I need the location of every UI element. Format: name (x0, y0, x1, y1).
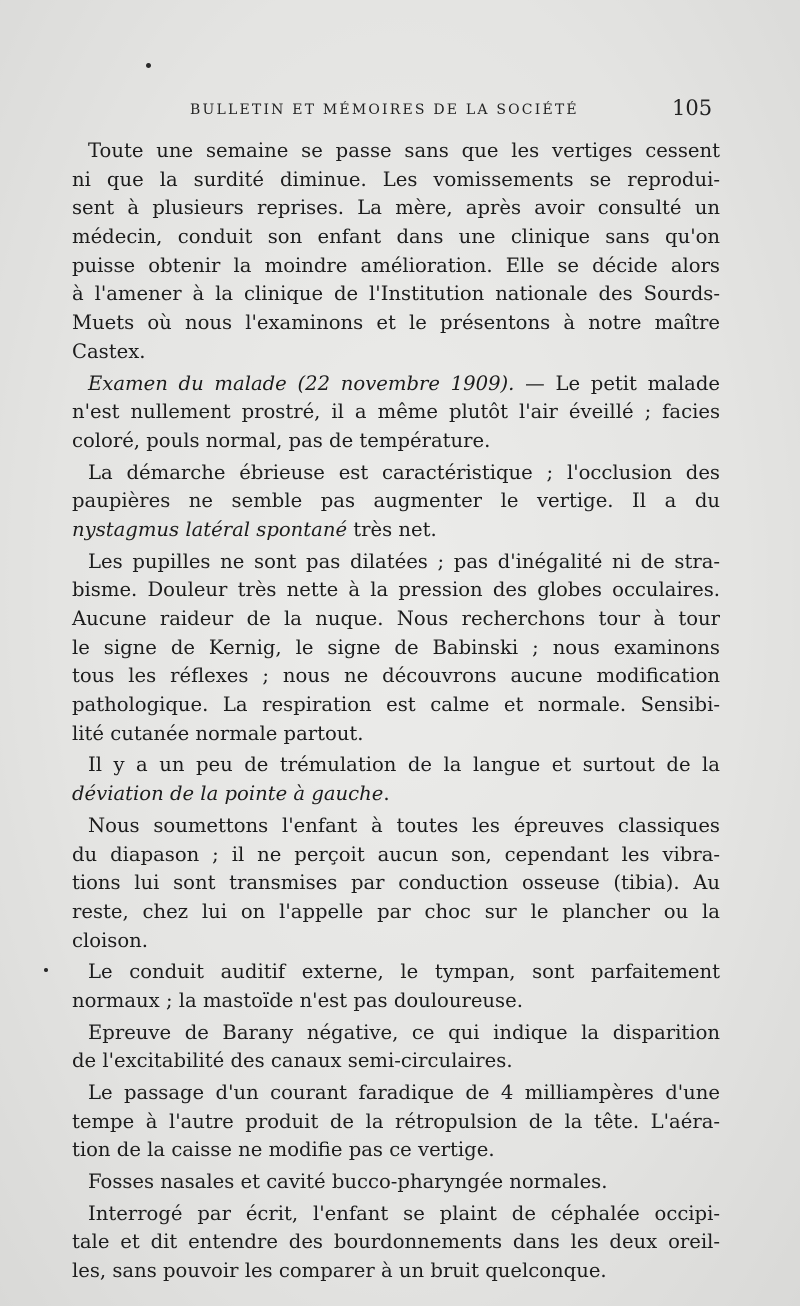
text-line: Fosses nasales et cavité bucco-pharyngée normales. (88, 1170, 608, 1194)
text-line: Aucune raideur de la nuque. Nous recherchons tour à tour (72, 607, 720, 630)
text-line: La démarche ébrieuse est caractéristique ; l'occlusion des (88, 460, 720, 484)
tail-rest: très net. (347, 517, 437, 541)
text-line: du diapason ; il ne perçoit aucun son, cependant les vibra- (72, 842, 720, 866)
ink-speck-margin (44, 968, 48, 972)
text-line: Muets où nous l'examinons et le présentons à notre maître (72, 311, 720, 335)
text-line: ni que la surdité diminue. Les vomissements se reprodui- (72, 167, 720, 191)
text-line: coloré, pouls normal, pas de température. (72, 428, 491, 452)
text-line: Nous soumettons l'enfant à toutes les épreuves classiques (88, 813, 720, 837)
lead-rest: — Le petit malade (514, 371, 720, 395)
paragraph (72, 958, 720, 1015)
text-line: tion de la caisse ne modifie pas ce vertige. (72, 1138, 495, 1162)
text-line: Epreuve de Barany négative, ce qui indique la disparition (88, 1020, 720, 1044)
running-title: BULLETIN ET MÉMOIRES DE LA SOCIÉTÉ (190, 102, 579, 118)
page-header (0, 96, 800, 122)
italic-term: déviation de la pointe à gauche (72, 782, 384, 806)
body-text (72, 137, 720, 1289)
text-line (72, 516, 720, 545)
text-line: tions lui sont transmises par conduction osseuse (tibia). Au (72, 871, 720, 895)
text-line: cloison. (72, 928, 149, 952)
italic-term: nystagmus latéral spontané (72, 517, 348, 541)
paragraph (72, 1168, 720, 1197)
text-line: tous les réflexes ; nous ne découvrons aucune modification (72, 664, 720, 688)
paragraph (72, 370, 720, 456)
text-line: reste, chez lui on l'appelle par choc sur le plancher ou la (72, 899, 720, 923)
text-line: Toute une semaine se passe sans que les vertiges cessent (88, 139, 720, 162)
text-line: Le passage d'un courant faradique de 4 milliampères d'une (88, 1081, 720, 1104)
text-line: lité cutanée normale partout. (72, 721, 364, 745)
paragraph (72, 137, 720, 367)
paragraph (72, 459, 720, 545)
paragraph (72, 1079, 720, 1165)
ink-speck-top (146, 63, 151, 68)
text-line: sent à plusieurs reprises. La mère, après avoir consulté un (72, 196, 720, 220)
paragraph (72, 1019, 720, 1076)
page-number: 105 (672, 96, 713, 120)
text-line: bisme. Douleur très nette à la pression des globes occulaires. (72, 578, 720, 602)
text-line: Castex. (72, 339, 146, 363)
text-line: tempe à l'autre produit de la rétropulsion de la tête. L'aéra- (72, 1109, 720, 1133)
text-line: Interrogé par écrit, l'enfant se plaint de céphalée occipi- (88, 1201, 720, 1225)
tail-rest: . (383, 782, 390, 806)
paragraph (72, 812, 720, 955)
text-line: le signe de Kernig, le signe de Babinski ; nous examinons (72, 635, 720, 659)
text-line: Il y a un peu de trémulation de la langue et surtout de la (88, 753, 720, 777)
text-line (72, 780, 720, 809)
text-line: normaux ; la mastoïde n'est pas douloureuse. (72, 988, 523, 1012)
paragraph (72, 751, 720, 808)
text-line: tale et dit entendre des bourdonnements dans les deux oreil- (72, 1230, 720, 1254)
text-line: Le conduit auditif externe, le tympan, sont parfaitement (88, 960, 720, 984)
text-line: paupières ne semble pas augmenter le vertige. Il a du (72, 489, 720, 513)
text-line: puisse obtenir la moindre amélioration. Elle se décide alors (72, 253, 720, 277)
text-line: médecin, conduit son enfant dans une clinique sans qu'on (72, 225, 720, 249)
text-line: de l'excitabilité des canaux semi-circulaires. (72, 1049, 513, 1073)
text-line: à l'amener à la clinique de l'Institution nationale des Sourds- (72, 282, 720, 306)
text-line: les, sans pouvoir les comparer à un bruit quelconque. (72, 1259, 607, 1283)
paragraph (72, 548, 720, 749)
italic-lead: Examen du malade (22 novembre 1909). (88, 371, 515, 395)
text-line: n'est nullement prostré, il a même plutôt l'air éveillé ; facies (72, 400, 720, 424)
text-line: Les pupilles ne sont pas dilatées ; pas d'inégalité ni de stra- (88, 549, 720, 573)
text-line (72, 370, 720, 399)
paragraph (72, 1200, 720, 1286)
text-line: pathologique. La respiration est calme et normale. Sensibi- (72, 693, 720, 717)
